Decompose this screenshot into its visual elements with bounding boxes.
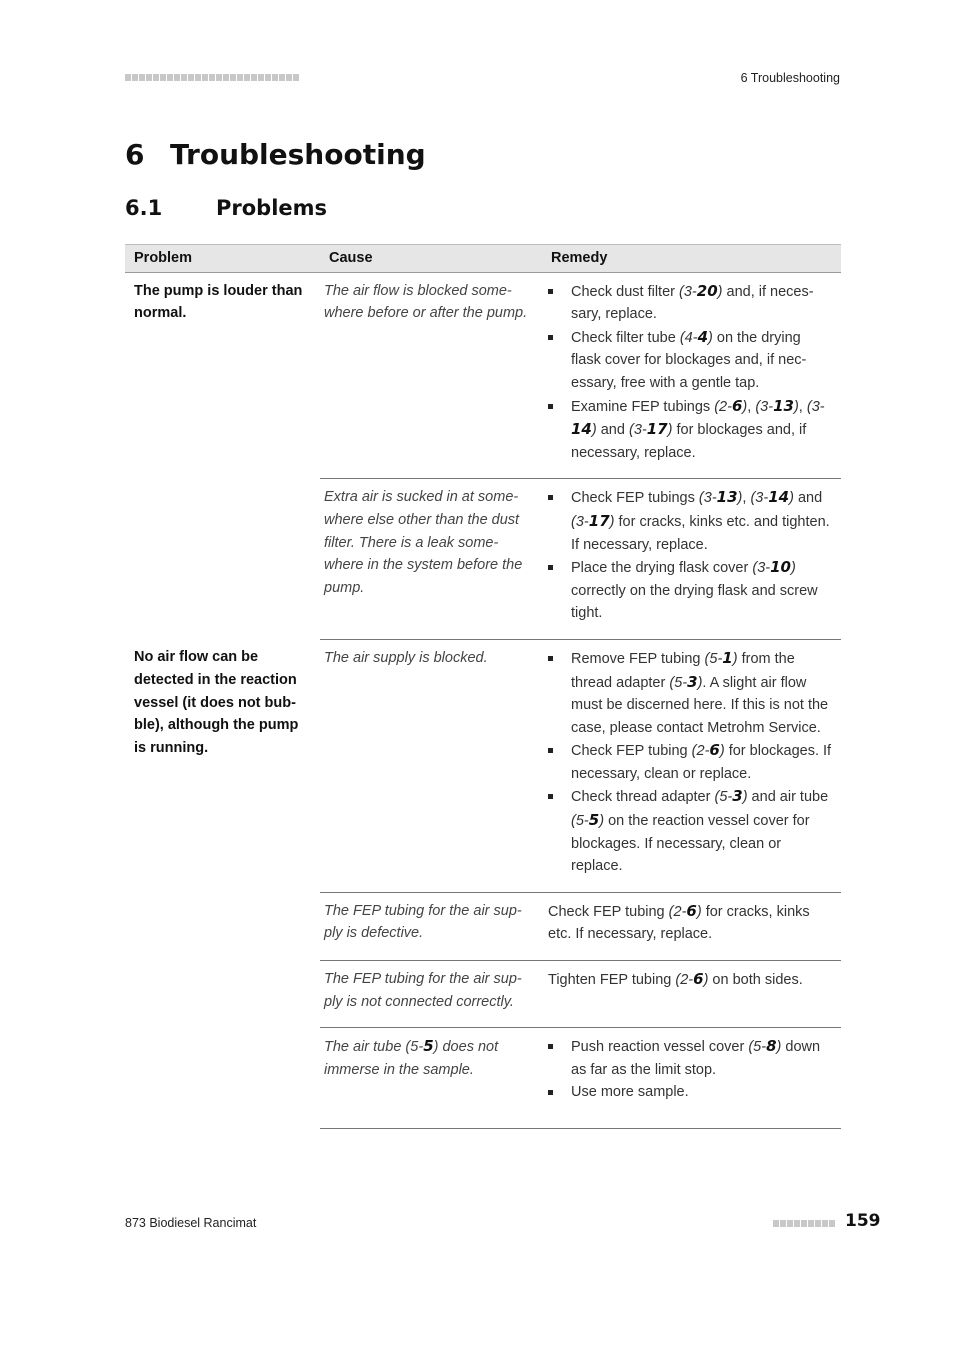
column-header-problem: Problem — [125, 245, 320, 273]
figure-number: 3 — [683, 283, 692, 300]
figure-number: 3 — [755, 490, 764, 507]
figure-reference: (2-6) — [691, 741, 725, 760]
section-title-text: Problems — [216, 196, 328, 220]
figure-reference: (3-13) — [698, 488, 743, 507]
problems-table — [125, 244, 841, 1129]
remedy-list — [548, 486, 832, 625]
text-run: The air tube — [324, 1039, 406, 1056]
text-run: Check dust filter — [571, 283, 679, 300]
item-number: 8 — [766, 1037, 777, 1056]
remedy-list-item — [548, 785, 832, 877]
figure-number: 5 — [575, 813, 584, 830]
figure-number: 3 — [575, 513, 584, 530]
figure-reference: (3-17) — [571, 511, 615, 530]
chapter-title-text: Troubleshooting — [170, 138, 426, 171]
text-run: and — [596, 422, 629, 439]
remedy-list-item — [548, 1081, 832, 1104]
remedy-cell — [542, 479, 841, 640]
text-run: for cracks, kinks etc. and tighten. If necessary, replace. — [571, 513, 830, 553]
figure-reference: (5-3) — [714, 787, 748, 806]
text-run: and air tube — [747, 789, 829, 806]
text-run: Check thread adapter — [571, 789, 715, 806]
figure-reference: (5-8) — [748, 1037, 782, 1056]
remedy-list-item — [548, 326, 832, 395]
figure-reference: (5-5) — [571, 811, 605, 830]
text-run: and — [793, 490, 823, 507]
table-header-row — [125, 245, 841, 273]
figure-reference: (3-17) — [628, 420, 673, 439]
figure-reference: (3-14) — [571, 398, 825, 439]
section-number: 6.1 — [125, 196, 163, 220]
item-number: 6 — [693, 970, 704, 989]
figure-number: 5 — [674, 674, 683, 691]
item-number: 13 — [773, 396, 794, 415]
text-run: , — [798, 398, 807, 415]
item-number: 17 — [588, 511, 610, 530]
page-number: 159 — [845, 1211, 881, 1231]
remedy-cell — [542, 892, 841, 960]
remedy-cell — [542, 272, 841, 479]
remedy-list-item — [548, 395, 832, 465]
item-number: 6 — [731, 396, 743, 415]
figure-number: 5 — [709, 650, 718, 667]
figure-reference: (3-10) — [752, 558, 796, 577]
text-run: on the reaction vessel cover for blockages. If necessary, clean or replace. — [571, 813, 810, 875]
item-number: 3 — [687, 672, 698, 691]
text-run: , — [742, 490, 751, 507]
text-run: on both sides. — [708, 972, 803, 989]
text-run: Push reaction vessel cover — [571, 1039, 749, 1056]
chapter-title — [125, 138, 426, 171]
figure-number: 2 — [719, 398, 728, 415]
item-number: 14 — [768, 488, 790, 507]
remedy-list — [548, 1035, 832, 1104]
text-run: does not immerse in the sample. — [324, 1039, 499, 1078]
text-run: Check FEP tubings — [571, 490, 699, 507]
remedy-list-item — [548, 280, 832, 326]
item-number: 6 — [686, 901, 697, 920]
item-number: 5 — [423, 1037, 434, 1056]
figure-reference: (3-20) — [679, 281, 723, 300]
figure-reference: (5-1) — [704, 648, 738, 667]
remedy-list-item — [548, 647, 832, 739]
figure-reference: (3-14) — [750, 488, 794, 507]
figure-reference: (2-6) — [668, 901, 702, 920]
remedy-list-item — [548, 1035, 832, 1081]
figure-reference: (4-4) — [679, 327, 713, 346]
text-run: for cracks, kinks etc. If necessary, replace. — [548, 903, 810, 943]
table-body — [125, 272, 841, 1128]
text-run: . A slight air flow must be discerned here. If this is not the case, please contact Metrohm Service. — [571, 674, 829, 736]
remedy-list — [548, 280, 832, 465]
remedy-list-item — [548, 556, 832, 625]
figure-number: 5 — [410, 1039, 419, 1056]
cause-cell: The air flow is blocked some-where before or after the pump. — [324, 282, 528, 322]
figure-number: 3 — [811, 398, 820, 415]
text-run: from the thread adapter — [571, 650, 795, 691]
cause-cell: The FEP tubing for the air sup-ply is not connected correctly. — [320, 961, 542, 1028]
chapter-number: 6 — [125, 138, 145, 171]
remedy-cell — [542, 961, 841, 1028]
remedy-list — [548, 647, 832, 878]
cause-cell — [320, 1028, 542, 1129]
text-run: Tighten FEP tubing — [548, 972, 676, 989]
text-run: Check filter tube — [571, 329, 680, 346]
text-run: Check FEP tubing — [571, 743, 692, 760]
figure-reference: (5-5) — [405, 1037, 439, 1056]
remedy-list-item — [548, 486, 832, 556]
text-run: , — [747, 398, 756, 415]
text-run: correctly on the drying flask and screw tight. — [571, 582, 818, 622]
text-run: down as far as the limit stop. — [571, 1039, 821, 1078]
item-number: 5 — [588, 811, 600, 830]
column-header-remedy: Remedy — [542, 245, 841, 273]
figure-number: 3 — [633, 422, 642, 439]
figure-reference: (3-13) — [755, 396, 799, 415]
text-run: Check FEP tubing — [548, 903, 669, 920]
running-header: 6 Troubleshooting — [740, 71, 840, 85]
item-number: 1 — [722, 648, 733, 667]
figure-number: 2 — [680, 972, 689, 989]
cause-cell: Extra air is sucked in at some-where else other than the dust filter. There is a leak some-where in the system before the pump. — [320, 479, 542, 640]
figure-number: 2 — [673, 903, 682, 920]
figure-reference: (2-6) — [675, 970, 709, 989]
figure-reference: (2-6) — [714, 396, 748, 415]
text-run: Use more sample. — [571, 1084, 689, 1101]
text-run: Remove FEP tubing — [571, 650, 705, 667]
table-row — [125, 272, 841, 479]
item-number: 10 — [770, 558, 791, 577]
item-number: 20 — [696, 281, 718, 300]
remedy-cell — [542, 1028, 841, 1129]
figure-number: 4 — [684, 329, 693, 346]
text-run: on the drying flask cover for blockages and, if nec-essary, free with a gentle tap. — [571, 329, 807, 391]
text-run: and, if neces-sary, replace. — [571, 283, 814, 323]
item-number: 13 — [716, 488, 738, 507]
table-row — [125, 639, 841, 892]
figure-reference: (5-3) — [669, 672, 703, 691]
cause-cell: The air supply is blocked. — [324, 649, 488, 666]
figure-number: 3 — [703, 490, 712, 507]
header-decoration — [125, 74, 299, 82]
item-number: 14 — [571, 420, 592, 439]
problem-cell: The pump is louder than normal. — [134, 282, 303, 322]
figure-number: 3 — [760, 398, 769, 415]
column-header-cause: Cause — [320, 245, 542, 273]
remedy-list-item — [548, 739, 832, 785]
figure-number: 3 — [757, 560, 766, 577]
item-number: 4 — [697, 327, 709, 346]
figure-number: 5 — [719, 789, 728, 806]
figure-number: 5 — [753, 1039, 762, 1056]
footer-product: 873 Biodiesel Rancimat — [125, 1216, 257, 1230]
item-number: 3 — [732, 787, 743, 806]
footer-decoration — [773, 1220, 835, 1227]
text-run: Examine FEP tubings — [571, 398, 715, 415]
text-run: for blockages. If necessary, clean or replace. — [571, 743, 832, 782]
text-run: for blockages and, if necessary, replace. — [571, 422, 807, 461]
item-number: 17 — [646, 420, 668, 439]
figure-number: 2 — [696, 743, 705, 760]
section-title — [125, 196, 327, 220]
text-run: Place the drying flask cover — [571, 560, 753, 577]
remedy-cell — [542, 639, 841, 892]
cause-cell: The FEP tubing for the air sup-ply is defective. — [320, 892, 542, 960]
problem-cell: No air flow can be detected in the reaction vessel (it does not bub-ble), although the pump is running. — [134, 649, 299, 756]
item-number: 6 — [709, 741, 720, 760]
